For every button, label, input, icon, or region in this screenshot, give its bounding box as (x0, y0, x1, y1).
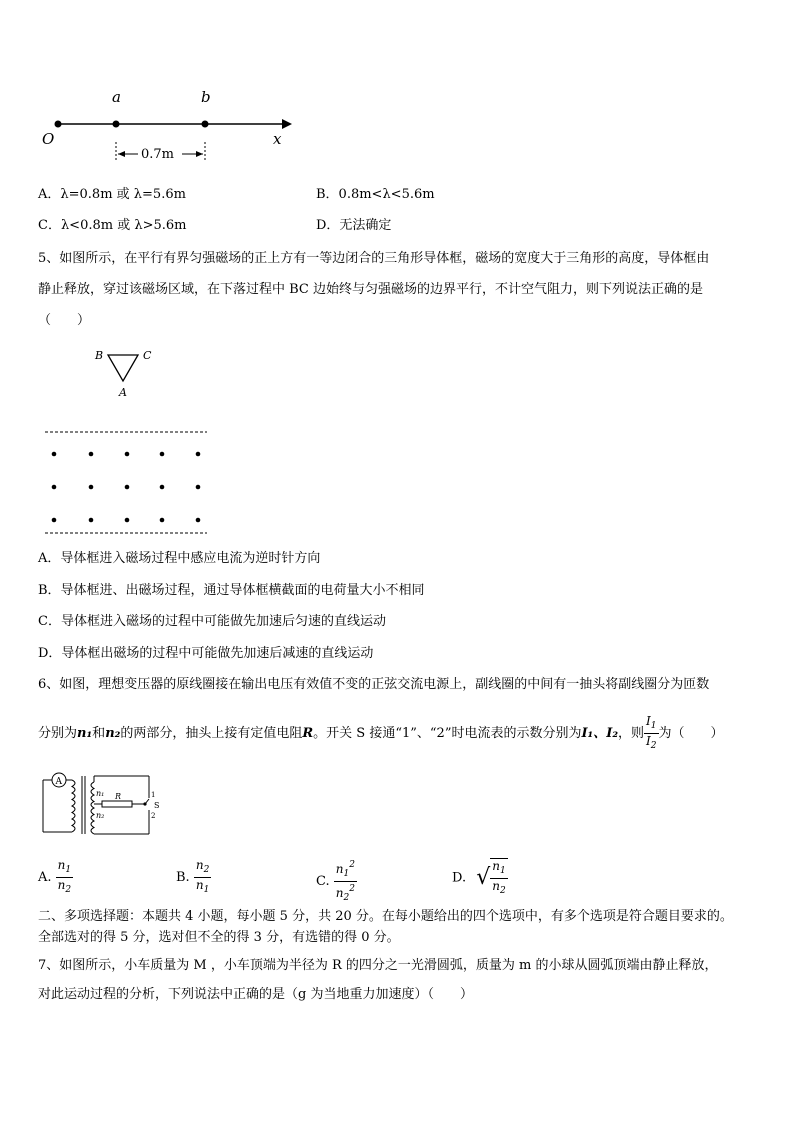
n2-label: n₂ (96, 811, 105, 820)
axis-figure (30, 82, 300, 170)
switch-blade (145, 799, 149, 804)
secondary-coil (91, 782, 94, 834)
q6-option-d: D. √ $\frac{n_1}{n_2}$ (452, 859, 506, 896)
axis-label: x (273, 130, 282, 148)
q4-option-d: D．无法确定 (316, 218, 392, 233)
triangle-frame (108, 355, 138, 381)
q5-option-d: D．导体框出磁场的过程中可能做先加速后减速的直线运动 (38, 646, 374, 661)
q4-option-c: C．λ<0.8m 或 λ>5.6m (38, 218, 187, 233)
switch-pos-2: 2 (151, 812, 156, 820)
q5-option-a: A．导体框进入磁场过程中感应电流为逆时针方向 (38, 551, 321, 566)
point-b (202, 121, 209, 128)
magnetic-field-dots (52, 452, 201, 523)
q6-option-b: B. $\frac{n_2}{n_1}$ (176, 858, 210, 895)
q6-stem-line2: 分别为n₁和n₂的两部分，抽头上接有定值电阻R。开关 S 接通“1”、“2”时电流表的示数分别为I₁、I₂，则 $\frac{I_1}{I_2}$ 为（ ） (38, 714, 724, 751)
point-a (113, 121, 120, 128)
origin-label: O (42, 130, 55, 148)
vertex-a: A (119, 386, 127, 399)
switch-label: S (154, 801, 160, 810)
n1-label: n₁ (96, 789, 105, 798)
q6-option-a: A. $\frac{n_1}{n_2}$ (38, 858, 72, 895)
resistor (102, 801, 132, 807)
point-b-label: b (201, 88, 211, 106)
transformer-circuit-figure (38, 770, 162, 836)
section2-heading-line2: 全部选对的得 5 分，选对但不全的得 3 分，有选错的得 0 分。 (38, 930, 400, 945)
primary-coil (72, 780, 75, 832)
origin-point (55, 121, 62, 128)
q5-option-c: C．导体框进入磁场的过程中可能做先加速后匀速的直线运动 (38, 614, 386, 629)
vertex-b: B (95, 349, 104, 362)
q6-stem-line1: 6、如图，理想变压器的原线圈接在输出电压有效值不变的正弦交流电源上，副线圈的中间有一抽头将副线圈分为匝数 (38, 677, 710, 692)
ammeter-label: A (55, 777, 62, 787)
triangle-field-figure (40, 342, 220, 538)
distance-label: 0.7m (141, 147, 175, 162)
switch-pos-1: 1 (151, 791, 156, 799)
q5-stem-line1: 5、如图所示，在平行有界匀强磁场的正上方有一等边闭合的三角形导体框，磁场的宽度大于三角形的高度，导体框由 (38, 251, 710, 266)
resistor-label: R (115, 792, 122, 801)
i1-over-i2-fraction: $\frac{I_1}{I_2}$ (646, 714, 657, 751)
section2-heading-line1: 二、多项选择题：本题共 4 小题，每小题 5 分，共 20 分。在每小题给出的四个选项中，有多个选项是符合题目要求的。 (38, 909, 733, 924)
q5-option-b: B．导体框进、出磁场过程，通过导体框横截面的电荷量大小不相同 (38, 583, 425, 598)
vertex-c: C (143, 349, 152, 362)
q4-option-a: A．λ=0.8m 或 λ=5.6m (38, 187, 186, 202)
point-a-label: a (112, 88, 121, 106)
q7-stem-line2: 对此运动过程的分析，下列说法中正确的是（g 为当地重力加速度）（ ） (38, 987, 473, 1002)
q5-stem-line2: 静止释放，穿过该磁场区域，在下落过程中 BC 边始终与匀强磁场的边界平行，不计空气阻力，则下列说法正确的是 (38, 282, 704, 297)
q7-stem-line1: 7、如图所示，小车质量为 M ，小车顶端为半径为 R 的四分之一光滑圆弧，质量为 m 的小球从圆弧顶端由静止释放， (38, 958, 718, 973)
q6-option-c: C. $\frac{n_1^2}{n_2^2}$ (316, 860, 355, 903)
q5-stem-line3: （ ） (38, 313, 91, 328)
q4-option-b: B．0.8m<λ<5.6m (316, 187, 435, 202)
